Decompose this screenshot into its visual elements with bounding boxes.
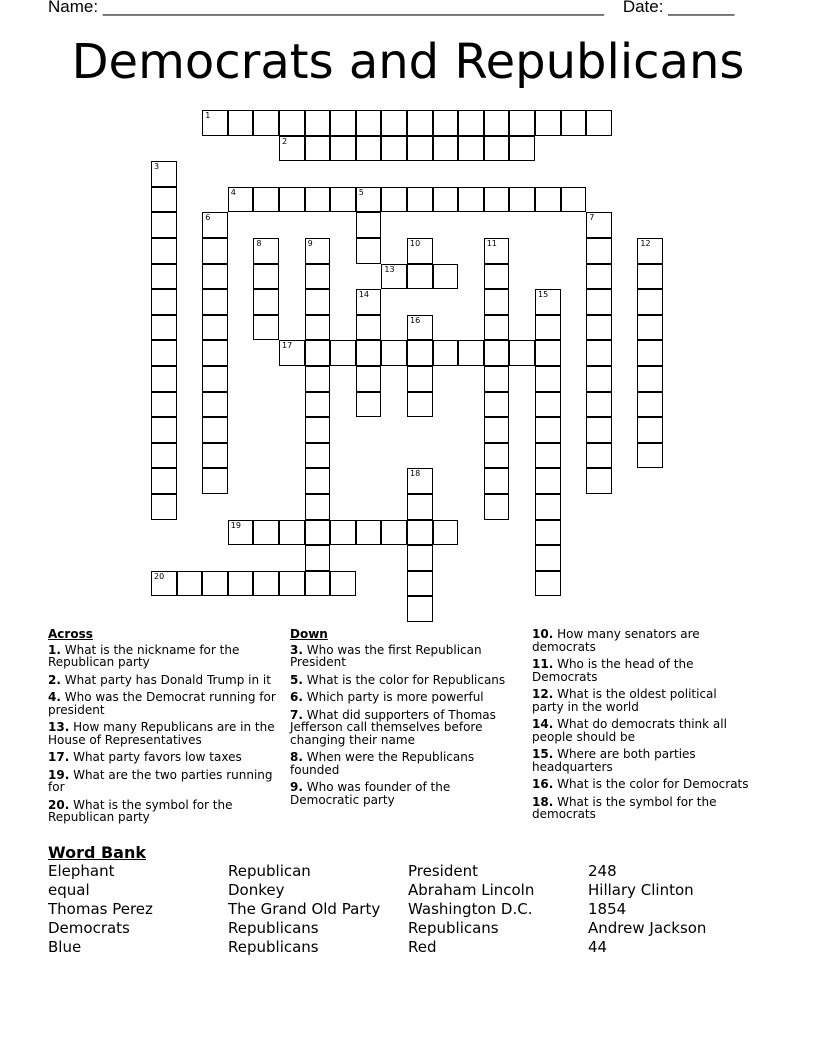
grid-cell[interactable] bbox=[535, 468, 561, 494]
grid-cell[interactable] bbox=[356, 238, 382, 264]
grid-cell[interactable] bbox=[586, 366, 612, 392]
grid-cell[interactable] bbox=[509, 110, 535, 136]
clue-item bbox=[290, 674, 520, 687]
word-bank-item: Elephant bbox=[48, 862, 115, 880]
grid-cell[interactable] bbox=[535, 417, 561, 443]
grid-cell[interactable] bbox=[586, 340, 612, 366]
across-clues bbox=[48, 628, 278, 829]
clue-item bbox=[532, 658, 752, 683]
grid-cell[interactable] bbox=[202, 238, 228, 264]
page-title: Democrats and Republicans bbox=[71, 34, 745, 90]
grid-cell[interactable] bbox=[637, 289, 663, 315]
clue-number: 6 bbox=[205, 213, 211, 223]
grid-cell[interactable] bbox=[253, 238, 279, 264]
grid-cell[interactable] bbox=[407, 238, 433, 264]
grid-cell[interactable] bbox=[407, 110, 433, 136]
grid-cell[interactable] bbox=[253, 289, 279, 315]
grid-cell[interactable] bbox=[151, 187, 177, 213]
clue-item bbox=[532, 628, 752, 653]
grid-cell[interactable] bbox=[202, 571, 228, 597]
clue-number: 5 bbox=[358, 187, 364, 197]
grid-cell[interactable] bbox=[305, 238, 331, 264]
grid-cell[interactable] bbox=[433, 110, 459, 136]
grid-cell[interactable] bbox=[305, 571, 331, 597]
word-bank-item: equal bbox=[48, 881, 90, 899]
grid-cell[interactable] bbox=[561, 110, 587, 136]
word-bank-item: Donkey bbox=[228, 881, 285, 899]
grid-cell[interactable] bbox=[535, 315, 561, 341]
clue-item bbox=[48, 751, 278, 764]
clue-num: 8. bbox=[290, 750, 303, 764]
clue-number: 8 bbox=[256, 239, 262, 248]
date-blank[interactable]: _______ bbox=[668, 0, 735, 16]
grid-cell[interactable] bbox=[202, 212, 228, 238]
grid-cell[interactable] bbox=[407, 520, 433, 546]
grid-cell[interactable] bbox=[407, 136, 433, 162]
grid-cell[interactable] bbox=[484, 110, 510, 136]
clue-text: Who was the first Republican President bbox=[290, 642, 482, 669]
grid-cell[interactable] bbox=[253, 520, 279, 546]
grid-cell[interactable] bbox=[433, 520, 459, 546]
word-bank-item: Andrew Jackson bbox=[588, 919, 707, 937]
clue-item bbox=[48, 799, 278, 824]
clue-item bbox=[48, 721, 278, 746]
grid-cell[interactable] bbox=[535, 366, 561, 392]
grid-cell[interactable] bbox=[586, 315, 612, 341]
grid-cell[interactable] bbox=[356, 187, 382, 213]
grid-cell[interactable] bbox=[586, 417, 612, 443]
grid-cell[interactable] bbox=[253, 264, 279, 290]
clue-text: What party favors low taxes bbox=[69, 750, 242, 764]
grid-cell[interactable] bbox=[407, 596, 433, 622]
grid-cell[interactable] bbox=[305, 443, 331, 469]
grid-cell[interactable] bbox=[356, 366, 382, 392]
clue-item bbox=[48, 769, 278, 794]
grid-cell[interactable] bbox=[305, 366, 331, 392]
clue-text: What party has Donald Trump in it bbox=[60, 672, 271, 687]
clue-text: How many Republicans are in the House of Representatives bbox=[48, 720, 275, 747]
clue-num: 1. bbox=[48, 642, 61, 657]
grid-cell[interactable] bbox=[228, 187, 254, 213]
grid-cell[interactable] bbox=[305, 417, 331, 443]
clue-number: 15 bbox=[538, 290, 549, 300]
clue-num: 13. bbox=[48, 720, 70, 734]
grid-cell[interactable] bbox=[356, 315, 382, 341]
clue-item bbox=[48, 674, 278, 687]
grid-cell[interactable] bbox=[637, 238, 663, 264]
word-bank-item: Hillary Clinton bbox=[588, 881, 694, 899]
grid-cell[interactable] bbox=[202, 417, 228, 443]
grid-cell[interactable] bbox=[151, 417, 177, 443]
clue-number: 13 bbox=[384, 264, 395, 274]
grid-cell[interactable] bbox=[151, 238, 177, 264]
clue-item bbox=[290, 709, 520, 747]
grid-cell[interactable] bbox=[381, 110, 407, 136]
word-bank-item: Thomas Perez bbox=[48, 900, 153, 918]
clue-number: 7 bbox=[589, 213, 595, 223]
clue-item bbox=[532, 796, 752, 821]
grid-cell[interactable] bbox=[151, 315, 177, 341]
grid-cell[interactable] bbox=[637, 417, 663, 443]
grid-cell[interactable] bbox=[381, 264, 407, 290]
clue-item bbox=[290, 644, 520, 669]
grid-cell[interactable] bbox=[407, 187, 433, 213]
grid-cell[interactable] bbox=[407, 264, 433, 290]
word-bank-item: Blue bbox=[48, 938, 82, 956]
clue-text: When were the Republicans founded bbox=[290, 750, 475, 777]
clue-number: 4 bbox=[230, 187, 236, 197]
grid-cell[interactable] bbox=[202, 264, 228, 290]
clue-num: 10. bbox=[532, 627, 554, 641]
grid-cell[interactable] bbox=[202, 468, 228, 494]
down-clues-continued bbox=[532, 628, 752, 826]
grid-cell[interactable] bbox=[535, 110, 561, 136]
grid-cell[interactable] bbox=[637, 340, 663, 366]
grid-cell[interactable] bbox=[586, 238, 612, 264]
grid-cell[interactable] bbox=[637, 315, 663, 341]
grid-cell[interactable] bbox=[586, 443, 612, 469]
grid-cell[interactable] bbox=[484, 443, 510, 469]
grid-cell[interactable] bbox=[228, 571, 254, 597]
clue-item bbox=[290, 781, 520, 806]
grid-cell[interactable] bbox=[151, 443, 177, 469]
grid-cell[interactable] bbox=[253, 315, 279, 341]
grid-cell[interactable] bbox=[202, 289, 228, 315]
grid-cell[interactable] bbox=[202, 366, 228, 392]
grid-cell[interactable] bbox=[330, 110, 356, 136]
word-bank-item: Republicans bbox=[408, 919, 499, 937]
grid-cell[interactable] bbox=[202, 443, 228, 469]
clue-num: 2. bbox=[48, 672, 61, 687]
grid-cell[interactable] bbox=[330, 520, 356, 546]
grid-cell[interactable] bbox=[228, 520, 254, 546]
clue-text: What is the color for Republicans bbox=[302, 672, 506, 687]
grid-cell[interactable] bbox=[202, 315, 228, 341]
grid-cell[interactable] bbox=[151, 161, 177, 187]
clue-text: Who was founder of the Democratic party bbox=[290, 780, 451, 807]
grid-cell[interactable] bbox=[637, 264, 663, 290]
grid-cell[interactable] bbox=[484, 187, 510, 213]
clue-num: 19. bbox=[48, 767, 70, 782]
grid-cell[interactable] bbox=[356, 520, 382, 546]
grid-cell[interactable] bbox=[151, 340, 177, 366]
grid-cell[interactable] bbox=[356, 289, 382, 315]
grid-cell[interactable] bbox=[535, 545, 561, 571]
grid-cell[interactable] bbox=[253, 571, 279, 597]
clue-number: 1 bbox=[205, 111, 211, 120]
down-heading: Down bbox=[290, 627, 328, 641]
grid-cell[interactable] bbox=[458, 110, 484, 136]
clue-text: What did supporters of Thomas Jefferson call themselves before changing their name bbox=[290, 707, 496, 747]
grid-cell[interactable] bbox=[561, 187, 587, 213]
grid-cell[interactable] bbox=[305, 289, 331, 315]
grid-cell[interactable] bbox=[381, 520, 407, 546]
clue-number: 14 bbox=[358, 290, 369, 300]
clue-number: 12 bbox=[640, 239, 651, 248]
grid-cell[interactable] bbox=[586, 468, 612, 494]
clue-number: 9 bbox=[307, 239, 313, 248]
grid-cell[interactable] bbox=[279, 340, 305, 366]
clue-num: 18. bbox=[532, 794, 554, 809]
clue-number: 18 bbox=[410, 469, 421, 479]
grid-cell[interactable] bbox=[458, 136, 484, 162]
grid-cell[interactable] bbox=[433, 136, 459, 162]
grid-cell[interactable] bbox=[433, 264, 459, 290]
word-bank-item: 248 bbox=[588, 862, 617, 880]
word-bank-item: President bbox=[408, 862, 478, 880]
grid-cell[interactable] bbox=[433, 187, 459, 213]
clue-text: What is the color for Democrats bbox=[553, 777, 749, 791]
clue-number: 20 bbox=[154, 571, 165, 581]
grid-cell[interactable] bbox=[305, 315, 331, 341]
grid-cell[interactable] bbox=[381, 187, 407, 213]
grid-cell[interactable] bbox=[151, 264, 177, 290]
grid-cell[interactable] bbox=[535, 340, 561, 366]
name-blank[interactable]: _____________________________________________________ bbox=[102, 0, 604, 16]
grid-cell[interactable] bbox=[407, 340, 433, 366]
grid-cell[interactable] bbox=[151, 289, 177, 315]
clue-number: 16 bbox=[410, 315, 421, 325]
clue-num: 4. bbox=[48, 690, 61, 704]
clue-num: 11. bbox=[532, 657, 554, 671]
grid-cell[interactable] bbox=[509, 340, 535, 366]
grid-cell[interactable] bbox=[509, 136, 535, 162]
clue-text: What are the two parties running for bbox=[48, 767, 273, 794]
grid-cell[interactable] bbox=[330, 571, 356, 597]
grid-cell[interactable] bbox=[305, 110, 331, 136]
clue-item bbox=[290, 691, 520, 704]
grid-cell[interactable] bbox=[356, 212, 382, 238]
grid-cell[interactable] bbox=[381, 340, 407, 366]
word-bank-item: Republicans bbox=[228, 938, 319, 956]
grid-cell[interactable] bbox=[407, 392, 433, 418]
grid-cell[interactable] bbox=[305, 545, 331, 571]
clue-text: How many senators are democrats bbox=[532, 627, 700, 654]
clue-num: 5. bbox=[290, 672, 303, 687]
grid-cell[interactable] bbox=[484, 264, 510, 290]
clue-num: 7. bbox=[290, 707, 303, 722]
grid-cell[interactable] bbox=[356, 392, 382, 418]
word-bank-item: 1854 bbox=[588, 900, 627, 918]
grid-cell[interactable] bbox=[279, 136, 305, 162]
grid-cell[interactable] bbox=[407, 494, 433, 520]
grid-cell[interactable] bbox=[279, 520, 305, 546]
grid-cell[interactable] bbox=[228, 110, 254, 136]
word-bank-item: Republicans bbox=[228, 919, 319, 937]
clue-text: What is the oldest political party in the world bbox=[532, 687, 717, 714]
grid-cell[interactable] bbox=[151, 366, 177, 392]
clue-text: What is the symbol for the Republican party bbox=[48, 797, 233, 824]
grid-cell[interactable] bbox=[305, 136, 331, 162]
grid-cell[interactable] bbox=[279, 187, 305, 213]
grid-cell[interactable] bbox=[381, 136, 407, 162]
grid-cell[interactable] bbox=[484, 494, 510, 520]
date-label: Date: bbox=[622, 0, 664, 16]
grid-cell[interactable] bbox=[202, 110, 228, 136]
clue-num: 14. bbox=[532, 717, 554, 731]
clue-num: 9. bbox=[290, 780, 303, 794]
word-bank-item: Republican bbox=[228, 862, 311, 880]
grid-cell[interactable] bbox=[305, 187, 331, 213]
grid-cell[interactable] bbox=[637, 392, 663, 418]
clue-num: 15. bbox=[532, 747, 554, 761]
down-clues bbox=[290, 628, 520, 811]
grid-cell[interactable] bbox=[535, 520, 561, 546]
word-bank-item: Abraham Lincoln bbox=[408, 881, 535, 899]
clue-text: What is the symbol for the democrats bbox=[532, 794, 717, 821]
word-bank-item: 44 bbox=[588, 938, 608, 956]
grid-cell[interactable] bbox=[586, 212, 612, 238]
grid-cell[interactable] bbox=[253, 110, 279, 136]
grid-cell[interactable] bbox=[484, 238, 510, 264]
clue-item bbox=[290, 751, 520, 776]
clue-item bbox=[532, 778, 752, 791]
grid-cell[interactable] bbox=[484, 417, 510, 443]
grid-cell[interactable] bbox=[535, 571, 561, 597]
grid-cell[interactable] bbox=[177, 571, 203, 597]
grid-cell[interactable] bbox=[253, 187, 279, 213]
grid-cell[interactable] bbox=[305, 520, 331, 546]
grid-cell[interactable] bbox=[356, 110, 382, 136]
grid-cell[interactable] bbox=[458, 187, 484, 213]
word-bank-item: Democrats bbox=[48, 919, 130, 937]
grid-cell[interactable] bbox=[484, 289, 510, 315]
grid-cell[interactable] bbox=[151, 571, 177, 597]
clue-text: Who was the Democrat running for president bbox=[48, 690, 276, 717]
clue-num: 6. bbox=[290, 690, 303, 704]
clue-num: 3. bbox=[290, 642, 303, 657]
grid-cell[interactable] bbox=[535, 289, 561, 315]
clue-text: Who is the head of the Democrats bbox=[532, 657, 694, 684]
word-bank-item: The Grand Old Party bbox=[228, 900, 381, 918]
grid-cell[interactable] bbox=[586, 264, 612, 290]
clue-number: 10 bbox=[410, 239, 421, 248]
grid-cell[interactable] bbox=[484, 392, 510, 418]
grid-cell[interactable] bbox=[458, 340, 484, 366]
grid-cell[interactable] bbox=[279, 110, 305, 136]
grid-cell[interactable] bbox=[330, 136, 356, 162]
clue-item bbox=[48, 691, 278, 716]
word-bank-item: Red bbox=[408, 938, 437, 956]
clue-number: 2 bbox=[282, 136, 288, 146]
grid-cell[interactable] bbox=[484, 468, 510, 494]
grid-cell[interactable] bbox=[484, 340, 510, 366]
grid-cell[interactable] bbox=[535, 494, 561, 520]
word-bank-item: Washington D.C. bbox=[408, 900, 533, 918]
clue-number: 3 bbox=[154, 162, 160, 172]
clue-text: Which party is more powerful bbox=[302, 690, 484, 704]
grid-cell[interactable] bbox=[279, 571, 305, 597]
clue-text: Where are both parties headquarters bbox=[532, 747, 696, 774]
grid-cell[interactable] bbox=[535, 443, 561, 469]
grid-cell[interactable] bbox=[407, 366, 433, 392]
grid-cell[interactable] bbox=[509, 187, 535, 213]
grid-cell[interactable] bbox=[407, 468, 433, 494]
grid-cell[interactable] bbox=[586, 392, 612, 418]
grid-cell[interactable] bbox=[535, 392, 561, 418]
grid-cell[interactable] bbox=[356, 136, 382, 162]
grid-cell[interactable] bbox=[305, 494, 331, 520]
clue-item bbox=[532, 718, 752, 743]
clue-num: 16. bbox=[532, 777, 554, 791]
clue-number: 19 bbox=[230, 520, 241, 530]
grid-cell[interactable] bbox=[305, 264, 331, 290]
clue-text: What is the nickname for the Republican party bbox=[48, 642, 240, 669]
grid-cell[interactable] bbox=[586, 289, 612, 315]
grid-cell[interactable] bbox=[535, 187, 561, 213]
grid-cell[interactable] bbox=[151, 468, 177, 494]
grid-cell[interactable] bbox=[305, 468, 331, 494]
grid-cell[interactable] bbox=[356, 340, 382, 366]
grid-cell[interactable] bbox=[151, 212, 177, 238]
clue-item bbox=[532, 748, 752, 773]
grid-cell[interactable] bbox=[202, 340, 228, 366]
grid-cell[interactable] bbox=[637, 443, 663, 469]
grid-cell[interactable] bbox=[330, 340, 356, 366]
grid-cell[interactable] bbox=[484, 366, 510, 392]
grid-cell[interactable] bbox=[407, 315, 433, 341]
clue-item bbox=[48, 644, 278, 669]
grid-cell[interactable] bbox=[151, 494, 177, 520]
clue-number: 11 bbox=[486, 239, 497, 248]
grid-cell[interactable] bbox=[484, 136, 510, 162]
grid-cell[interactable] bbox=[151, 392, 177, 418]
word-bank-title: Word Bank bbox=[48, 843, 147, 862]
clue-text: What do democrats think all people should be bbox=[532, 717, 727, 744]
clue-num: 20. bbox=[48, 797, 70, 812]
grid-cell[interactable] bbox=[202, 392, 228, 418]
clue-num: 17. bbox=[48, 750, 70, 764]
grid-cell[interactable] bbox=[433, 340, 459, 366]
grid-cell[interactable] bbox=[407, 545, 433, 571]
clue-item bbox=[532, 688, 752, 713]
name-label: Name: bbox=[48, 0, 99, 16]
across-heading: Across bbox=[48, 627, 93, 641]
clue-num: 12. bbox=[532, 687, 554, 701]
grid-cell[interactable] bbox=[637, 366, 663, 392]
grid-cell[interactable] bbox=[305, 340, 331, 366]
clue-number: 17 bbox=[282, 341, 293, 351]
grid-cell[interactable] bbox=[484, 315, 510, 341]
grid-cell[interactable] bbox=[586, 110, 612, 136]
grid-cell[interactable] bbox=[330, 187, 356, 213]
grid-cell[interactable] bbox=[305, 392, 331, 418]
grid-cell[interactable] bbox=[407, 571, 433, 597]
